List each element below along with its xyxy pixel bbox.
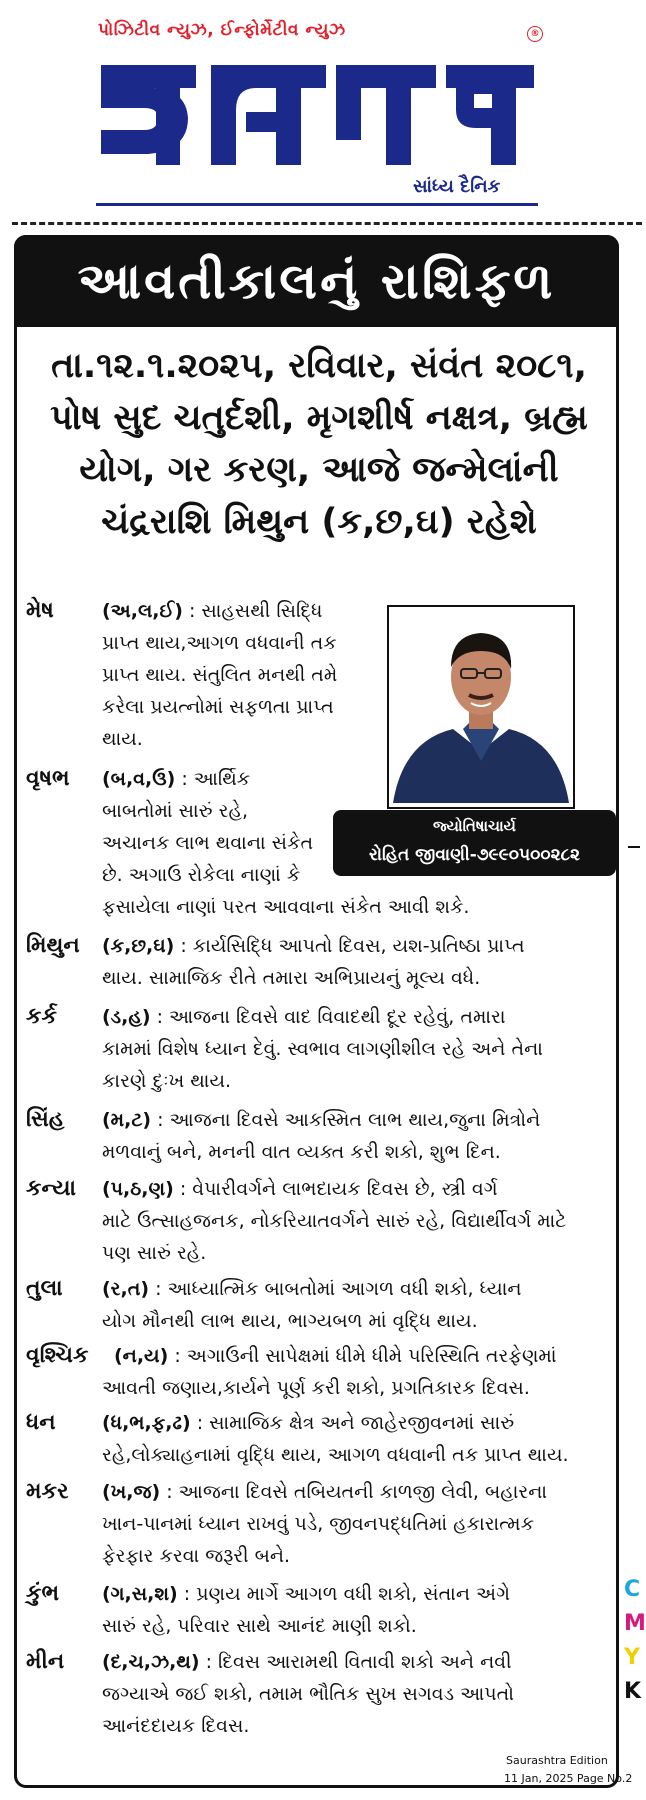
cmyk-y: Y (624, 1645, 640, 1670)
sign-text-makar-1 (102, 1481, 547, 1503)
banner-title: આવતીકાલનું રાશિફળ (77, 252, 556, 310)
sign-text-makar-2: ખાન-પાનમાં ધ્યાન રાખવું પડે, જીવનપદ્ધતિમાં હકારાત્મક (102, 1513, 534, 1535)
sign-text-vrushchik-1 (114, 1345, 557, 1367)
sign-letters-sinh: (મ,ટ) (102, 1109, 152, 1131)
sign-text-kark-3: કારણે દુઃખ થાય. (102, 1070, 232, 1092)
sign-text-vrushchik-2: આવતી જણાય,કાર્યને પૂર્ણ કરી શકો, પ્રગતિકારક દિવસ. (102, 1377, 530, 1399)
sign-line: : અગાઉની સાપેક્ષમાં ધીમે ધીમે પરિસ્થિતિ તરફેણમાં (174, 1345, 557, 1367)
dashed-divider (12, 222, 642, 225)
sign-text-dhan-2: રહે,લોક્યાહનામાં વૃદ્ધિ થાય, આગળ વધવાની તક પ્રાપ્ત થાય. (102, 1444, 569, 1466)
sign-line: : સામાજિક ક્ષેત્ર અને જાહેરજીવનમાં સારું (196, 1412, 515, 1434)
sign-name-kumbh: કુંભ (26, 1581, 60, 1606)
sign-text-vrushabh-5: ફસાયેલા નાણાં પરત આવવાના સંકેત આવી શકે. (102, 896, 470, 918)
sign-letters-vrushabh: (બ,વ,ઉ) (102, 768, 176, 790)
sign-text-makar-3: ફેરફાર કરવા જરૂરી બને. (102, 1545, 291, 1567)
sign-text-mithun-1 (102, 935, 525, 957)
cmyk-m: M (624, 1611, 646, 1636)
sign-letters-tula: (ર,ત) (102, 1278, 150, 1300)
masthead-subtitle: સાંધ્ય દૈનિક (413, 176, 501, 197)
sign-text-kumbh-1 (102, 1583, 510, 1605)
astrologer-title: જ્યોતિષાચાર્ય (433, 817, 516, 835)
sign-text-kanya-2: માટે ઉત્સાહજનક, નોકરિયાતવર્ગને સારું રહે, વિદ્યાર્થીવર્ગ માટે (102, 1210, 567, 1232)
sign-text-mesh-1 (102, 600, 322, 622)
sign-line: : સાહસથી સિદ્ધિ (188, 600, 323, 622)
sign-letters-mesh: (અ,લ,ઈ) (102, 600, 183, 622)
sign-text-mesh-4: કરેલા પ્રયત્નોમાં સફળતા પ્રાપ્ત (102, 696, 334, 718)
horoscope-banner (14, 235, 619, 327)
sign-text-tula-1 (102, 1278, 522, 1300)
sign-name-sinh: સિંહ (26, 1107, 65, 1132)
sign-text-vrushabh-4: છે. અગાઉ રોકેલા નાણાં કે (102, 864, 301, 886)
sign-letters-meen: (દ,ચ,ઝ,થ) (102, 1651, 200, 1673)
masthead-tagline: પોઝિટીવ ન્યુઝ, ઈન્ફોર્મેટીવ ન્યુઝ (98, 20, 346, 40)
registered-mark: ® (527, 26, 543, 42)
sign-text-dhan-1 (102, 1412, 514, 1434)
sign-text-vrushabh-3: અચાનક લાભ થવાના સંકેત (102, 832, 314, 854)
sign-name-tula: તુલા (26, 1276, 63, 1301)
masthead-underline (96, 203, 538, 206)
sign-line: : કાર્યસિદ્ધિ આપતો દિવસ, યશ-પ્રતિષ્ઠા પ્રાપ્ત (180, 935, 525, 957)
masthead (0, 0, 642, 215)
cutoff-mark (628, 846, 640, 848)
sign-text-kark-1 (102, 1006, 506, 1028)
sign-text-kanya-1 (102, 1178, 498, 1200)
sign-name-vrushchik: વૃશ્ચિક (26, 1343, 89, 1368)
panchang-line-2: પોષ સુદ ચતુર્દશી, મૃગશીર્ષ નક્ષત્ર, બ્રહ્મ (50, 398, 588, 438)
panchang-line-1: તા.૧૨.૧.૨૦૨૫, રવિવાર, સંવંત ૨૦૮૧, (51, 346, 587, 386)
edition-label: Saurashtra Edition (506, 1754, 608, 1767)
sign-letters-vrushchik: (ન,ય) (114, 1345, 169, 1367)
sign-name-dhan: ધન (26, 1410, 56, 1435)
sign-name-vrushabh: વૃષભ (26, 766, 70, 791)
sign-letters-kark: (ડ,હ) (102, 1006, 151, 1028)
sign-line: : આજના દિવસે આકસ્મિત લાભ થાય,જુના મિત્રોને (157, 1109, 541, 1131)
sign-text-kanya-3: પણ સારું રહે. (102, 1242, 207, 1264)
sign-letters-dhan: (ધ,ભ,ફ,ઢ) (102, 1412, 191, 1434)
sign-text-kark-2: કામમાં વિશેષ ધ્યાન દેવું. સ્વભાવ લાગણીશીલ રહે અને તેના (102, 1038, 543, 1060)
astrologer-photo-frame (387, 605, 575, 809)
astrologer-photo (393, 611, 569, 803)
sign-text-meen-1 (102, 1651, 512, 1673)
sign-line: : પ્રણય માર્ગે આગળ વધી શકો, સંતાન અંગે (183, 1583, 510, 1605)
sign-text-mesh-2: પ્રાપ્ત થાય,આગળ વધવાની તક (102, 632, 337, 654)
sign-line: : આધ્યાત્મિક બાબતોમાં આગળ વધી શકો, ધ્યાન (155, 1278, 522, 1300)
panchang-line-4: ચંદ્રરાશિ મિથુન (ક,છ,ઘ) રહેશે (101, 502, 537, 542)
newspaper-logo (96, 50, 536, 170)
sign-name-kanya: કન્યા (26, 1176, 76, 1201)
panchang-details (24, 340, 614, 548)
sign-text-meen-3: આનંદદાયક દિવસ. (102, 1715, 250, 1737)
sign-name-mithun: મિથુન (26, 933, 80, 958)
sign-text-sinh-2: મળવાનું બને, મનની વાત વ્યક્ત કરી શકો, શુભ દિન. (102, 1141, 501, 1163)
sign-text-meen-2: જગ્યાએ જઈ શકો, તમામ ભૌતિક સુખ સગવડ આપતો (102, 1683, 514, 1705)
sign-line: : આજના દિવસે તબિયતની કાળજી લેવી, બહારના (166, 1481, 548, 1503)
sign-name-mesh: મેષ (26, 598, 54, 623)
cmyk-k: K (624, 1679, 642, 1704)
sign-line: : આજના દિવસે વાદ વિવાદથી દૂર રહેવું, તમારા (156, 1006, 506, 1028)
sign-text-mithun-2: થાય. સામાજિક રીતે તમારા અભિપ્રાયનું મૂલ્ય વધે. (102, 967, 481, 989)
edition-date-page: 11 Jan, 2025 Page No.2 (504, 1772, 633, 1785)
sign-line: : આર્થિક (181, 768, 251, 790)
sign-text-vrushabh-2: બાબતોમાં સારું રહે, (102, 800, 249, 822)
sign-line: : દિવસ આરામથી વિતાવી શકો અને નવી (205, 1651, 512, 1673)
astrologer-caption (333, 810, 616, 876)
astrologer-name-phone: રોહિત જીવાણી-૭૯૯૦૫૦૦૨૮૨ (369, 845, 580, 865)
sign-letters-kanya: (પ,ઠ,ણ) (102, 1178, 174, 1200)
sign-text-mesh-5: થાય. (102, 728, 143, 750)
panchang-line-3: યોગ, ગર કરણ, આજે જન્મેલાંની (79, 450, 559, 490)
sign-line: : વેપારીવર્ગને લાભદાયક દિવસ છે, સ્ત્રી વર્ગ (179, 1178, 498, 1200)
cmyk-c: C (624, 1577, 641, 1602)
sign-text-tula-2: યોગ મૌનથી લાભ થાય, ભાગ્યબળ માં વૃદ્ધિ થાય. (102, 1310, 478, 1332)
sign-text-sinh-1 (102, 1109, 540, 1131)
sign-name-makar: મકર (26, 1479, 69, 1504)
sign-name-meen: મીન (26, 1649, 65, 1674)
sign-name-kark: કર્ક (26, 1004, 58, 1029)
sign-text-mesh-3: પ્રાપ્ત થાય. સંતુલિત મનથી તમે (102, 664, 338, 686)
sign-text-kumbh-2: સારું રહે, પરિવાર સાથે આનંદ માણી શકો. (102, 1615, 417, 1637)
sign-letters-mithun: (ક,છ,ઘ) (102, 935, 175, 957)
sign-text-vrushabh-1 (102, 768, 250, 790)
sign-letters-makar: (ખ,જ) (102, 1481, 161, 1503)
sign-letters-kumbh: (ગ,સ,શ) (102, 1583, 178, 1605)
